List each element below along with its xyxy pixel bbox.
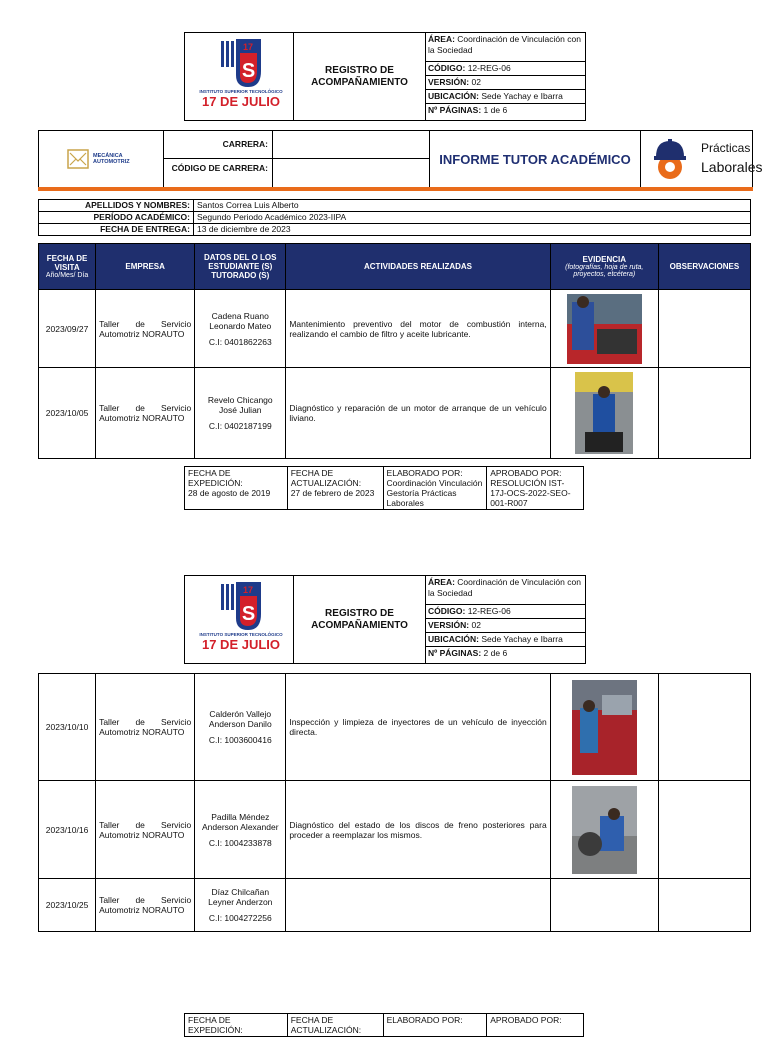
institute-shield-icon bbox=[221, 39, 261, 89]
report-title: INFORME TUTOR ACADÉMICO bbox=[430, 131, 641, 188]
evidence-photo bbox=[550, 781, 658, 879]
student-info: APELLIDOS Y NOMBRES: Santos Correa Luis Alberto PERÍODO ACADÉMICO: Segundo Periodo Académico 2023-IIPA FECHA DE ENTREGA: 13 de diciembre de 2023 bbox=[38, 199, 751, 236]
table-row: 2023/10/25 Taller de Servicio Automotriz NORAUTO Díaz Chilcañan Leyner Anderzon C.I: 1004272256 bbox=[39, 879, 751, 932]
document-header-page1 bbox=[184, 32, 586, 121]
col-actividades: ACTIVIDADES REALIZADAS bbox=[286, 244, 550, 290]
visits-table-page1 bbox=[38, 243, 751, 459]
document-footer-page1: FECHA DE EXPEDICIÓN: 28 de agosto de 2019 FECHA DE ACTUALIZACIÓN: 27 de febrero de 2023 ELABORADO POR: Coordinación Vinculación Gestoría Prácticas Laborales APROBADO POR: RESOLUCIÓN IST-17J-OCS-2022-SEO-001-R007 bbox=[184, 466, 584, 510]
logo-subtitle: INSTITUTO SUPERIOR TECNOLÓGICO bbox=[199, 632, 283, 637]
hardhat-gear-icon bbox=[651, 137, 689, 181]
institute-shield-icon bbox=[221, 582, 261, 632]
svg-text:S: S bbox=[241, 60, 256, 82]
document-meta: ÁREA: Coordinación de Vinculación con la Sociedad CÓDIGO: 12-REG-06 VERSIÓN: 02 UBICACIÓN: Sede Yachay e Ibarra Nº PÁGINAS: 1 de 6 bbox=[426, 33, 585, 120]
col-empresa: EMPRESA bbox=[96, 244, 195, 290]
document-header-page2 bbox=[184, 575, 586, 664]
report-header bbox=[38, 130, 763, 189]
table-row: 2023/10/16 Taller de Servicio Automotriz NORAUTO Padilla Méndez Anderson Alexander C.I: 1004233878 Diagnóstico del estado de los discos de freno posteriores para proceder a reemplazar los mismos. bbox=[39, 781, 751, 879]
career-label: CARRERA: bbox=[164, 131, 272, 159]
mechanic-injectors-photo-icon bbox=[572, 680, 637, 775]
page-number: 1 de 6 bbox=[483, 105, 508, 115]
career-code-label: CÓDIGO DE CARRERA: bbox=[171, 163, 268, 173]
institute-logo bbox=[185, 33, 294, 120]
table-row: 2023/10/10 Taller de Servicio Automotriz NORAUTO Calderón Vallejo Anderson Danilo C.I: 1003600416 Inspección y limpieza de inyectores de un vehículo de inyección directa. bbox=[39, 674, 751, 781]
institute-logo bbox=[185, 576, 294, 663]
svg-text:S: S bbox=[241, 603, 256, 625]
table-row: 2023/09/27 Taller de Servicio Automotriz NORAUTO Cadena Ruano Leonardo Mateo C.I: 0401862263 Mantenimiento preventivo del motor de combustión interna, realizando el cambio de filtro y aceite lubricante. bbox=[39, 290, 751, 368]
mechanic-engine-photo-icon bbox=[567, 294, 642, 364]
evidence-photo bbox=[550, 290, 658, 368]
col-observaciones: OBSERVACIONES bbox=[658, 244, 750, 290]
academic-period: Segundo Periodo Académico 2023-IIPA bbox=[194, 212, 751, 224]
page-number: 2 de 6 bbox=[483, 648, 508, 658]
delivery-date: 13 de diciembre de 2023 bbox=[194, 224, 751, 236]
register-title: REGISTRO DE ACOMPAÑAMIENTO bbox=[294, 33, 426, 120]
logo-title: 17 DE JULIO bbox=[201, 94, 281, 109]
document-footer-page2: FECHA DE EXPEDICIÓN: FECHA DE ACTUALIZACIÓN: ELABORADO POR: APROBADO POR: bbox=[184, 1013, 584, 1037]
table-row: 2023/10/05 Taller de Servicio Automotriz NORAUTO Revelo Chicango José Julian C.I: 0402187199 Diagnóstico y reparación de un motor de arranque de un vehículo liviano. bbox=[39, 368, 751, 459]
orange-divider bbox=[38, 187, 753, 191]
career-logo: MECÁNICA AUTOMOTRIZ bbox=[39, 131, 164, 188]
svg-text:17: 17 bbox=[242, 42, 254, 52]
document-meta: ÁREA: Coordinación de Vinculación con la Sociedad CÓDIGO: 12-REG-06 VERSIÓN: 02 UBICACIÓN: Sede Yachay e Ibarra Nº PÁGINAS: 2 de 6 bbox=[426, 576, 585, 663]
evidence-photo bbox=[550, 674, 658, 781]
practicas-laborales-logo: Prácticas Laborales bbox=[641, 131, 752, 188]
student-name: Santos Correa Luis Alberto bbox=[194, 200, 751, 212]
career-emblem-icon bbox=[67, 149, 89, 169]
col-datos: DATOS DEL O LOS ESTUDIANTE (S) TUTORADO (S) bbox=[195, 244, 286, 290]
logo-subtitle: INSTITUTO SUPERIOR TECNOLÓGICO bbox=[199, 89, 283, 94]
mechanic-brakes-photo-icon bbox=[572, 786, 637, 874]
register-title: REGISTRO DE ACOMPAÑAMIENTO bbox=[294, 576, 426, 663]
logo-title: 17 DE JULIO bbox=[201, 637, 281, 652]
col-evidencia: EVIDENCIA (fotografías, hoja de ruta, proyectos, etcétera) bbox=[550, 244, 658, 290]
career-values bbox=[273, 131, 430, 188]
evidence-photo bbox=[550, 368, 658, 459]
col-fecha: FECHA DE VISITA Año/Mes/ Día bbox=[39, 244, 96, 290]
visits-table-page2 bbox=[38, 673, 751, 932]
svg-text:17: 17 bbox=[242, 585, 254, 595]
mechanic-starter-photo-icon bbox=[575, 372, 633, 454]
